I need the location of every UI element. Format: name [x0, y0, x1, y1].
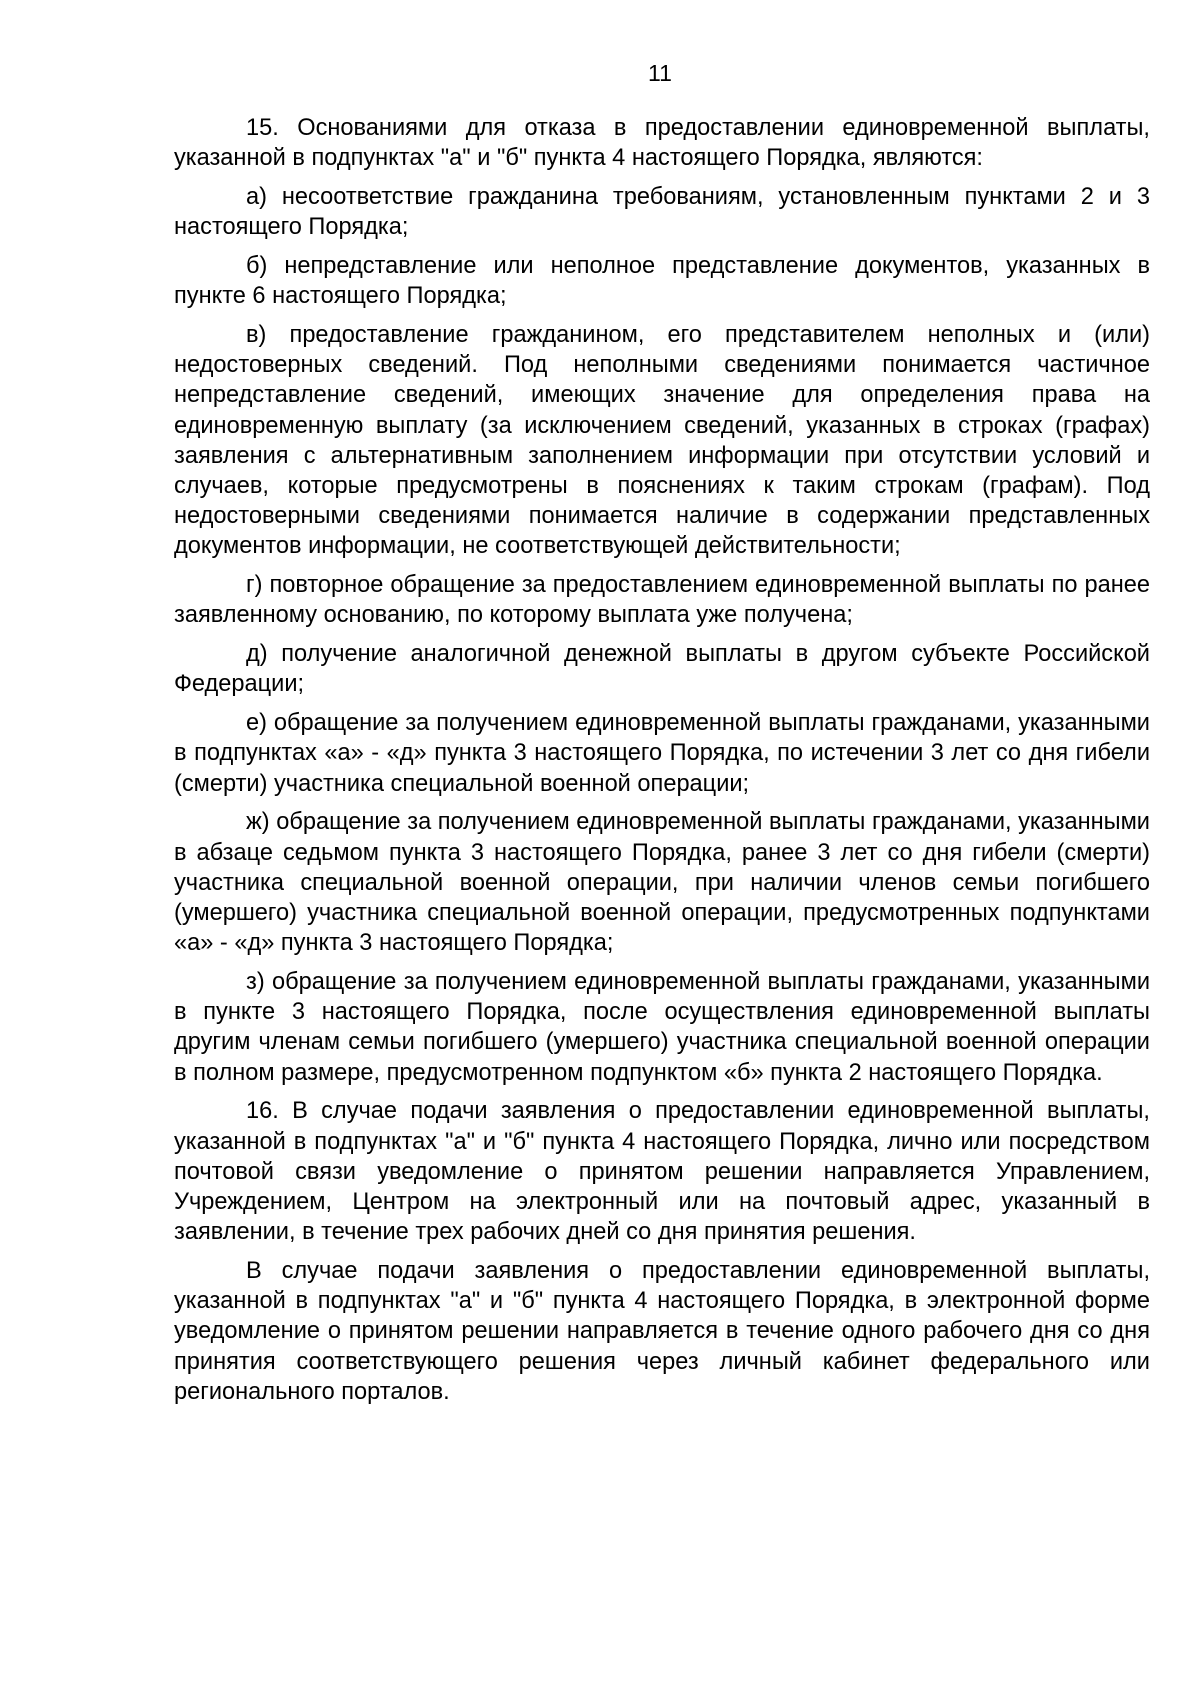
- list-item-b: б) непредставление или неполное представление документов, указанных в пункте 6 настоящего Порядка;: [174, 253, 1150, 310]
- list-item-a: а) несоответствие гражданина требованиям, установленным пунктами 2 и 3 настоящего Порядка;: [174, 184, 1150, 241]
- paragraph-15-intro: 15. Основаниями для отказа в предоставлении единовременной выплаты, указанной в подпунктах "а" и "б" пункта 4 настоящего Порядка, являются:: [174, 115, 1150, 172]
- list-item-v: в) предоставление гражданином, его представителем неполных и (или) недостоверных сведений. Под неполными сведениями понимается частичное непредставление сведений, имеющих значение для определения права на единовременную выплату (за исключением сведений, указанных в строках (графах) заявления с альтернативным заполнением информации при отсутствии условий и случаев, которые предусмотрены в пояснениях к таким строкам (графам). Под недостоверными сведениями понимается наличие в содержании представленных документов информации, не соответствующей действительности;: [174, 322, 1150, 560]
- list-item-z: з) обращение за получением единовременной выплаты гражданами, указанными в пункте 3 настоящего Порядка, после осуществления единовременной выплаты другим членам семьи погибшего (умершего) участника специальной военной операции в полном размере, предусмотренном подпунктом «б» пункта 2 настоящего Порядка.: [174, 969, 1150, 1086]
- list-item-d: д) получение аналогичной денежной выплаты в другом субъекте Российской Федерации;: [174, 641, 1150, 698]
- page-number: 11: [648, 60, 672, 86]
- paragraph-16: 16. В случае подачи заявления о предоставлении единовременной выплаты, указанной в подпунктах "а" и "б" пункта 4 настоящего Порядка, лично или посредством почтовой связи уведомление о принятом решении направляется Управлением, Учреждением, Центром на электронный или на почтовый адрес, указанный в заявлении, в течение трех рабочих дней со дня принятия решения.: [174, 1098, 1150, 1246]
- list-item-zh: ж) обращение за получением единовременной выплаты гражданами, указанными в абзаце седьмом пункта 3 настоящего Порядка, ранее 3 лет со дня гибели (смерти) участника специальной военной операции, при наличии членов семьи погибшего (умершего) участника специальной военной операции, предусмотренных подпунктами «а» - «д» пункта 3 настоящего Порядка;: [174, 809, 1150, 957]
- paragraph-16-electronic: В случае подачи заявления о предоставлении единовременной выплаты, указанной в подпунктах "а" и "б" пункта 4 настоящего Порядка, в электронной форме уведомление о принятом решении направляется в течение одного рабочего дня со дня принятия соответствующего решения через личный кабинет федерального или регионального порталов.: [174, 1258, 1150, 1405]
- document-body: [174, 113, 1150, 1416]
- list-item-e: е) обращение за получением единовременной выплаты гражданами, указанными в подпунктах «а» - «д» пункта 3 настоящего Порядка, по истечении 3 лет со дня гибели (смерти) участника специальной военной операции;: [174, 710, 1150, 797]
- list-item-g: г) повторное обращение за предоставлением единовременной выплаты по ранее заявленному основанию, по которому выплата уже получена;: [174, 572, 1150, 629]
